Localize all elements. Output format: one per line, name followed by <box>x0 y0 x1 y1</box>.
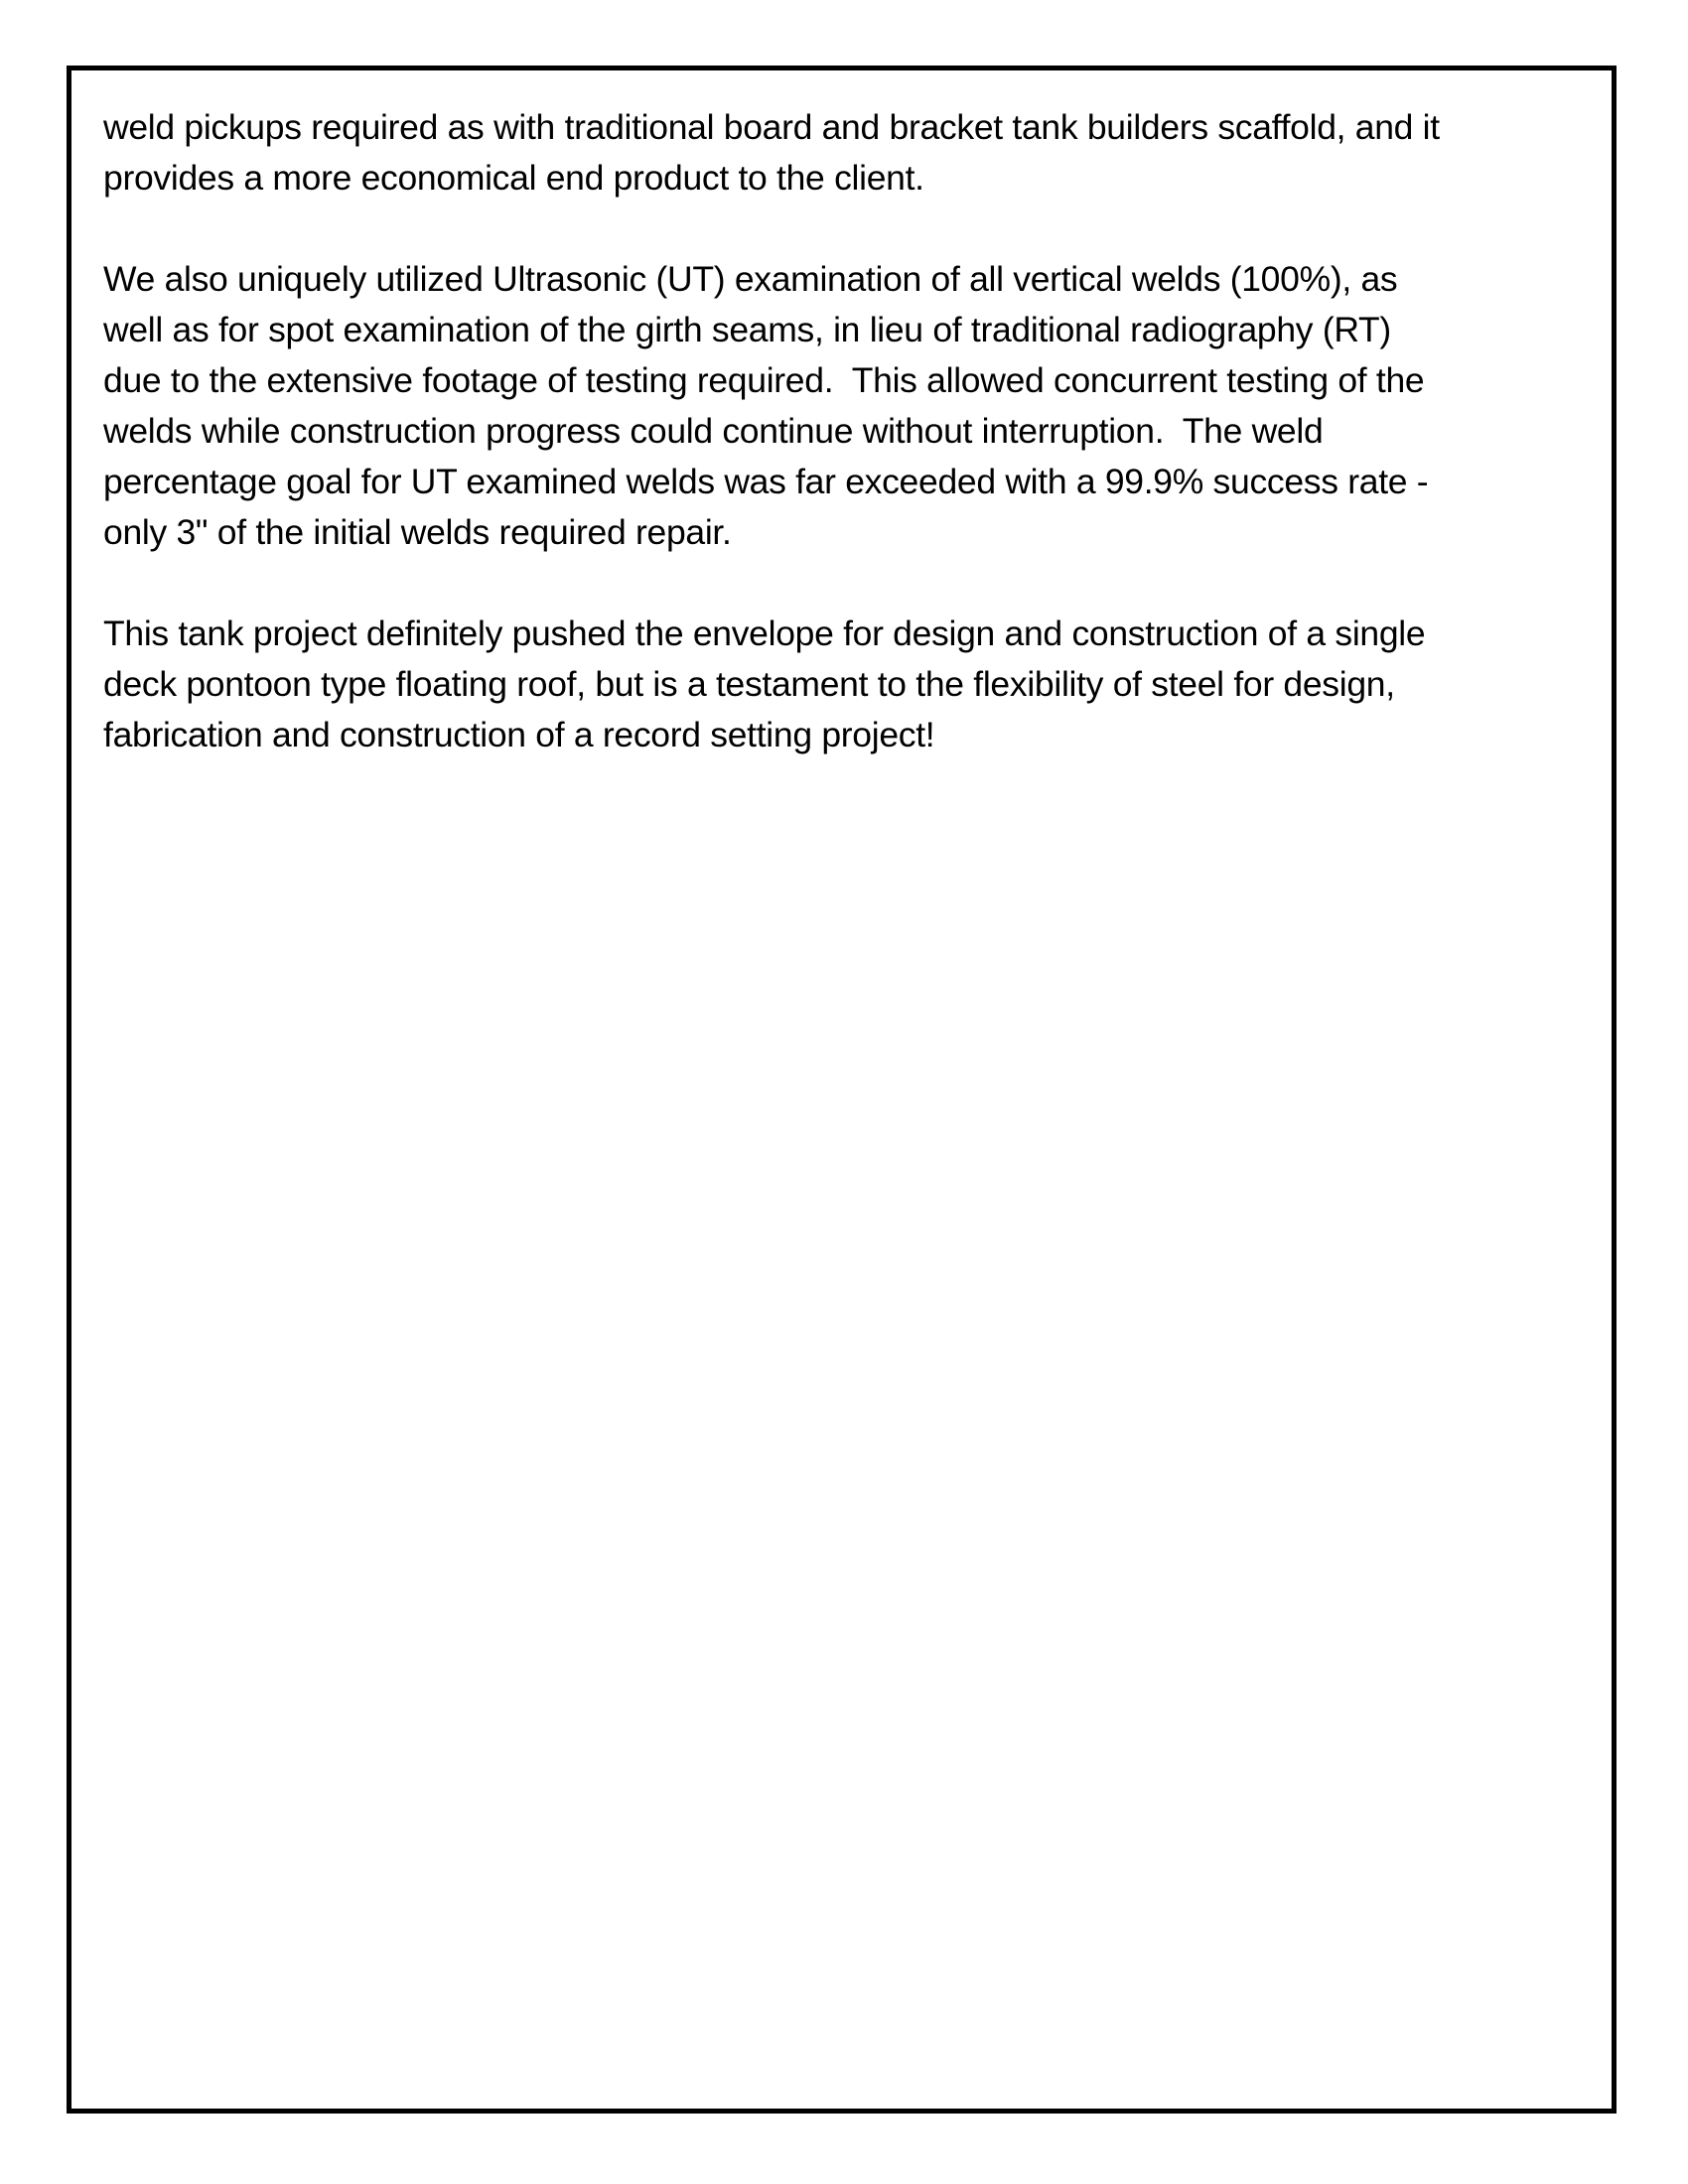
paragraph-line: provides a more economical end product to the client. <box>103 158 924 198</box>
paragraph-line: This tank project definitely pushed the envelope for design and construction of a single <box>103 614 1426 653</box>
paragraph-3 <box>103 609 1688 760</box>
paragraph-line: deck pontoon type floating roof, but is a testament to the flexibility of steel for design, <box>103 664 1395 704</box>
paragraph-line: due to the extensive footage of testing required. This allowed concurrent testing of the <box>103 360 1425 400</box>
paragraph-line: well as for spot examination of the girth seams, in lieu of traditional radiography (RT) <box>103 310 1391 349</box>
paragraph-line: percentage goal for UT examined welds was far exceeded with a 99.9% success rate - <box>103 462 1429 501</box>
paragraph-line: fabrication and construction of a record setting project! <box>103 715 935 754</box>
paragraph-2 <box>103 254 1688 558</box>
page-frame <box>67 66 1617 2114</box>
paragraph-line: We also uniquely utilized Ultrasonic (UT) examination of all vertical welds (100%), as <box>103 259 1398 299</box>
document-body <box>103 102 1688 811</box>
paragraph-1 <box>103 102 1688 204</box>
paragraph-line: weld pickups required as with traditional board and bracket tank builders scaffold, and it <box>103 107 1440 147</box>
paragraph-line: welds while construction progress could continue without interruption. The weld <box>103 411 1324 451</box>
paragraph-line: only 3" of the initial welds required repair. <box>103 512 732 552</box>
